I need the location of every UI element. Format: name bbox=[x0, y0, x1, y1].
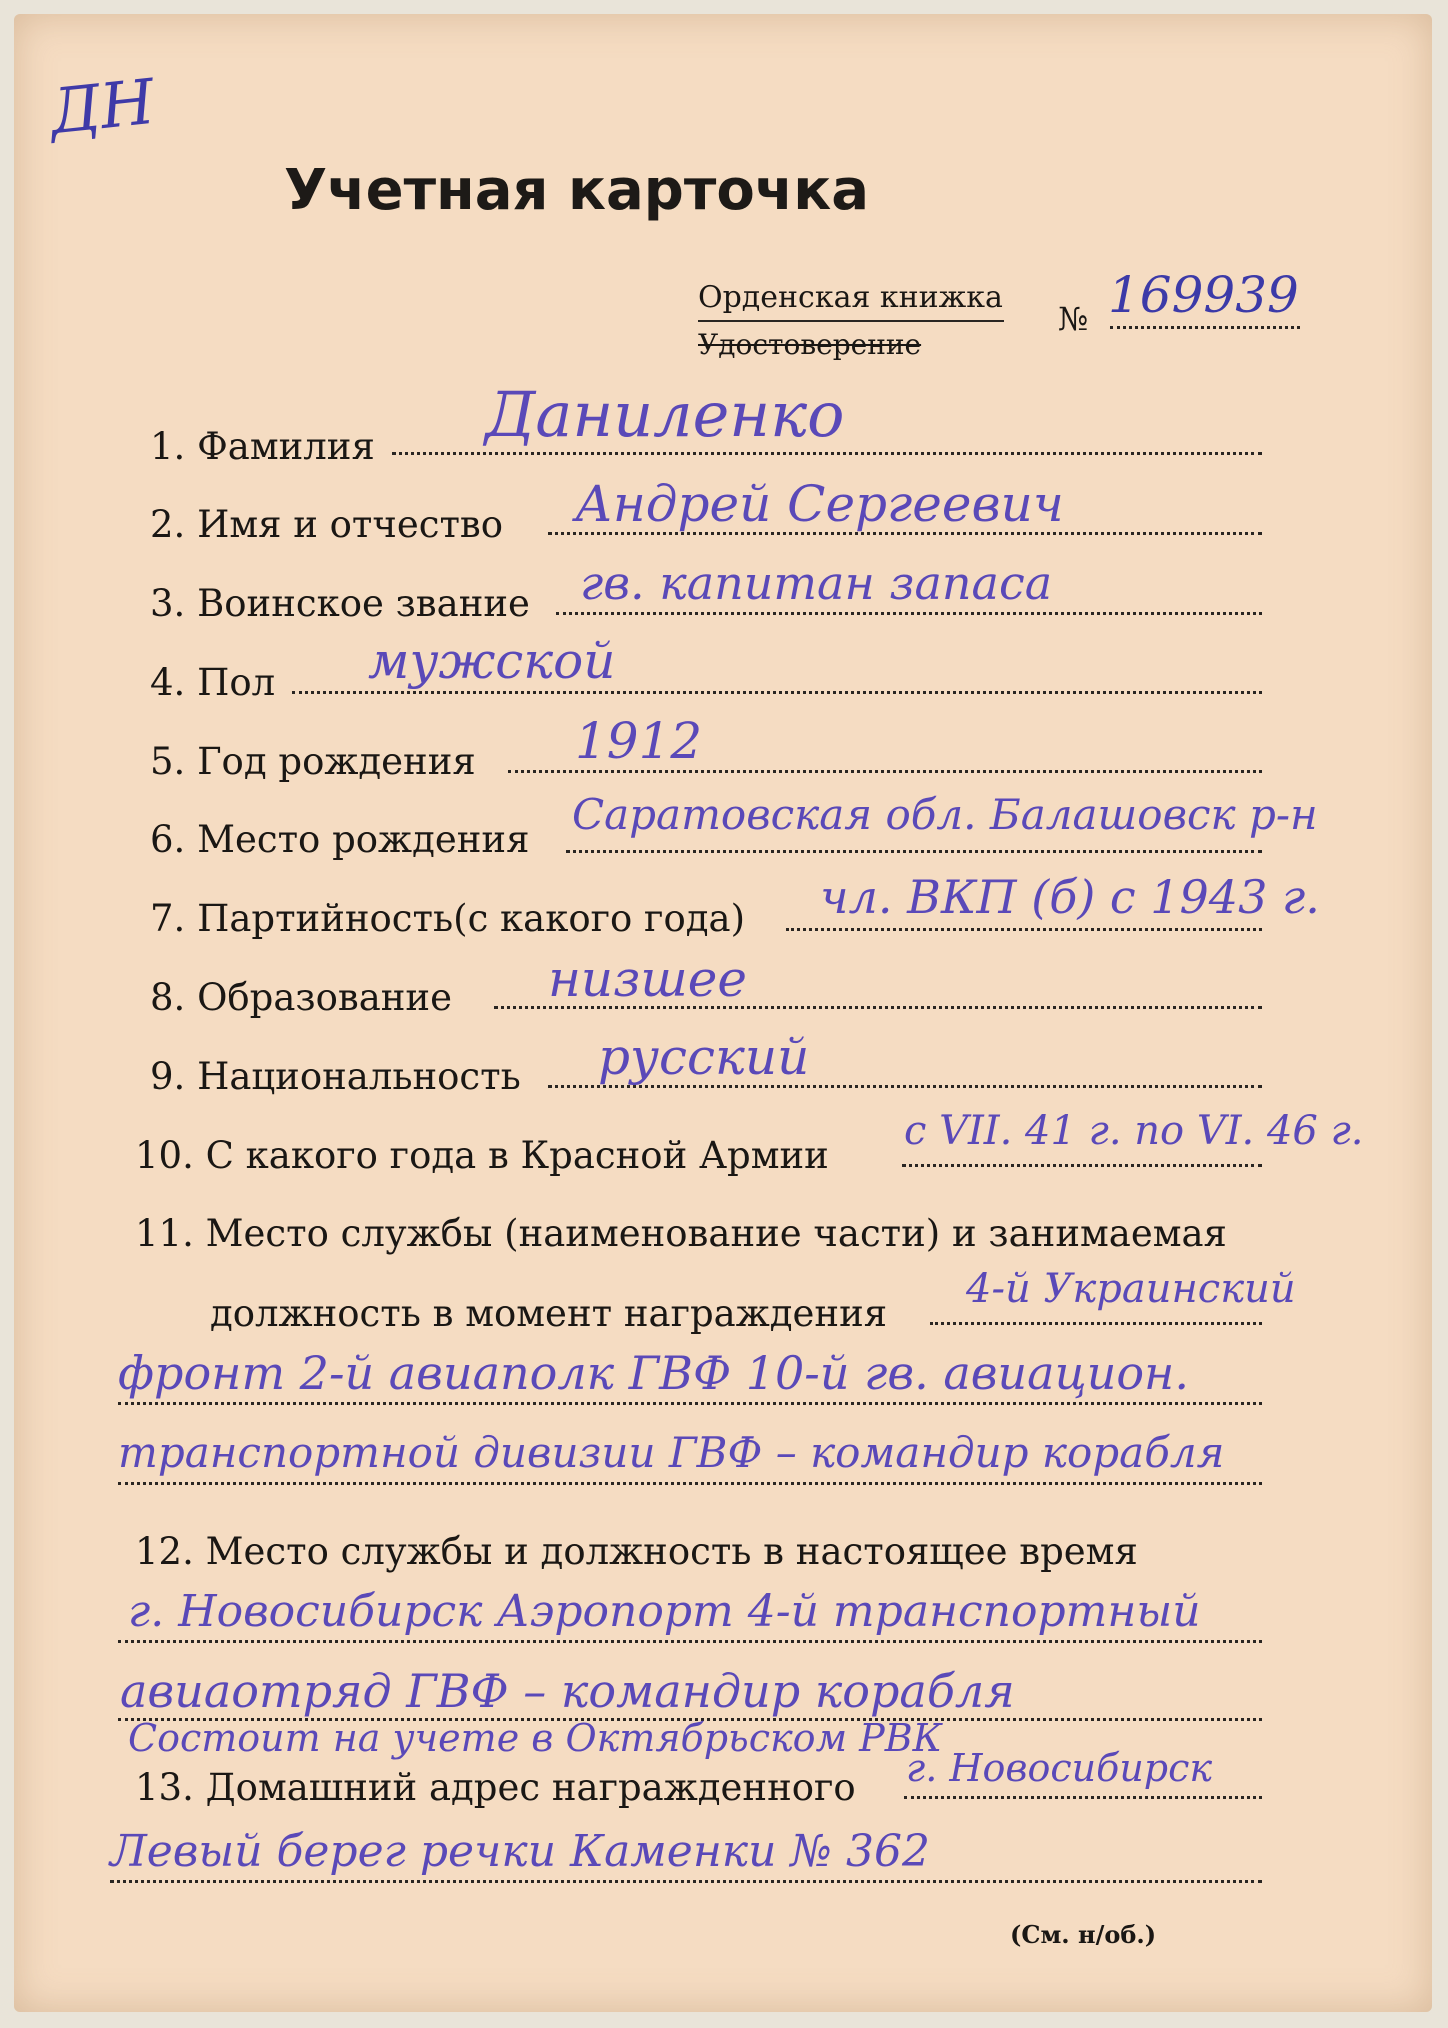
doc-type-struck: Удостоверение bbox=[698, 328, 922, 361]
field-1-label: 1. Фамилия bbox=[150, 425, 375, 468]
field-1-line bbox=[392, 452, 1262, 455]
field-11-value-line3: транспортной дивизии ГВФ – командир корабля bbox=[118, 1428, 1225, 1477]
page-title: Учетная карточка bbox=[284, 158, 870, 223]
field-3-line bbox=[556, 612, 1262, 615]
field-11-line3 bbox=[118, 1482, 1262, 1485]
field-13-value-line1: г. Новосибирск bbox=[906, 1746, 1213, 1790]
card-number: 169939 bbox=[1108, 266, 1299, 324]
field-4-value: мужской bbox=[368, 632, 616, 690]
field-12-value-line2: авиаотряд ГВФ – командир корабля bbox=[120, 1664, 1015, 1718]
field-10-line bbox=[902, 1164, 1262, 1167]
field-2-label: 2. Имя и отчество bbox=[150, 503, 504, 546]
field-8-label: 8. Образование bbox=[150, 976, 452, 1019]
doc-type-underline bbox=[698, 320, 1004, 322]
field-12-value-line3: Состоит на учете в Октябрьском РВК bbox=[128, 1716, 943, 1760]
field-5-line bbox=[508, 770, 1262, 773]
field-11-label-line1: 11. Место службы (наименование части) и занимаемая bbox=[135, 1212, 1227, 1255]
field-9-value: русский bbox=[598, 1028, 810, 1086]
field-6-line bbox=[566, 850, 1262, 853]
field-6-value: Саратовская обл. Балашовск р-н bbox=[572, 790, 1318, 839]
field-12-line1 bbox=[118, 1640, 1262, 1643]
field-12-value-line1: г. Новосибирск Аэропорт 4-й транспортный bbox=[128, 1586, 1201, 1637]
number-line bbox=[1110, 326, 1300, 329]
field-7-label: 7. Партийность(с какого года) bbox=[150, 897, 745, 940]
field-13-label: 13. Домашний адрес награжденного bbox=[135, 1766, 856, 1809]
field-11-line2 bbox=[118, 1402, 1262, 1405]
field-12-label: 12. Место службы и должность в настоящее время bbox=[135, 1530, 1138, 1573]
corner-mark: ДН bbox=[46, 64, 159, 149]
field-7-value: чл. ВКП (б) с 1943 г. bbox=[820, 870, 1320, 924]
field-3-label: 3. Воинское звание bbox=[150, 582, 530, 625]
field-8-value: низшее bbox=[548, 950, 747, 1008]
field-13-line1 bbox=[904, 1796, 1262, 1799]
field-5-value: 1912 bbox=[575, 712, 703, 770]
doc-type-label: Орденская книжка bbox=[698, 280, 1003, 315]
field-4-label: 4. Пол bbox=[150, 661, 276, 704]
field-11-value-line1: 4-й Украинский bbox=[966, 1266, 1296, 1312]
footer-note: (См. н/об.) bbox=[1010, 1920, 1157, 1949]
number-sign: № bbox=[1058, 300, 1089, 338]
field-7-line bbox=[786, 928, 1262, 931]
field-9-line bbox=[548, 1085, 1262, 1088]
field-4-line bbox=[292, 691, 1262, 694]
field-10-label: 10. С какого года в Красной Армии bbox=[135, 1134, 829, 1177]
field-9-label: 9. Национальность bbox=[150, 1055, 521, 1098]
field-11-value-line2: фронт 2-й авиаполк ГВФ 10-й гв. авиацион. bbox=[118, 1346, 1189, 1400]
field-11-line1 bbox=[930, 1322, 1262, 1325]
field-11-label-line2: должность в момент награждения bbox=[210, 1292, 888, 1335]
field-10-value: с VII. 41 г. по VI. 46 г. bbox=[904, 1108, 1364, 1154]
field-3-value: гв. капитан запаса bbox=[580, 556, 1053, 610]
field-5-label: 5. Год рождения bbox=[150, 740, 476, 783]
field-13-value-line2: Левый берег речки Каменки № 362 bbox=[110, 1826, 931, 1877]
field-13-line2 bbox=[110, 1880, 1262, 1883]
field-6-label: 6. Место рождения bbox=[150, 818, 530, 861]
field-8-line bbox=[494, 1006, 1262, 1009]
field-1-value: Даниленко bbox=[485, 378, 845, 451]
field-2-value: Андрей Сергеевич bbox=[575, 475, 1064, 533]
field-2-line bbox=[548, 532, 1262, 535]
